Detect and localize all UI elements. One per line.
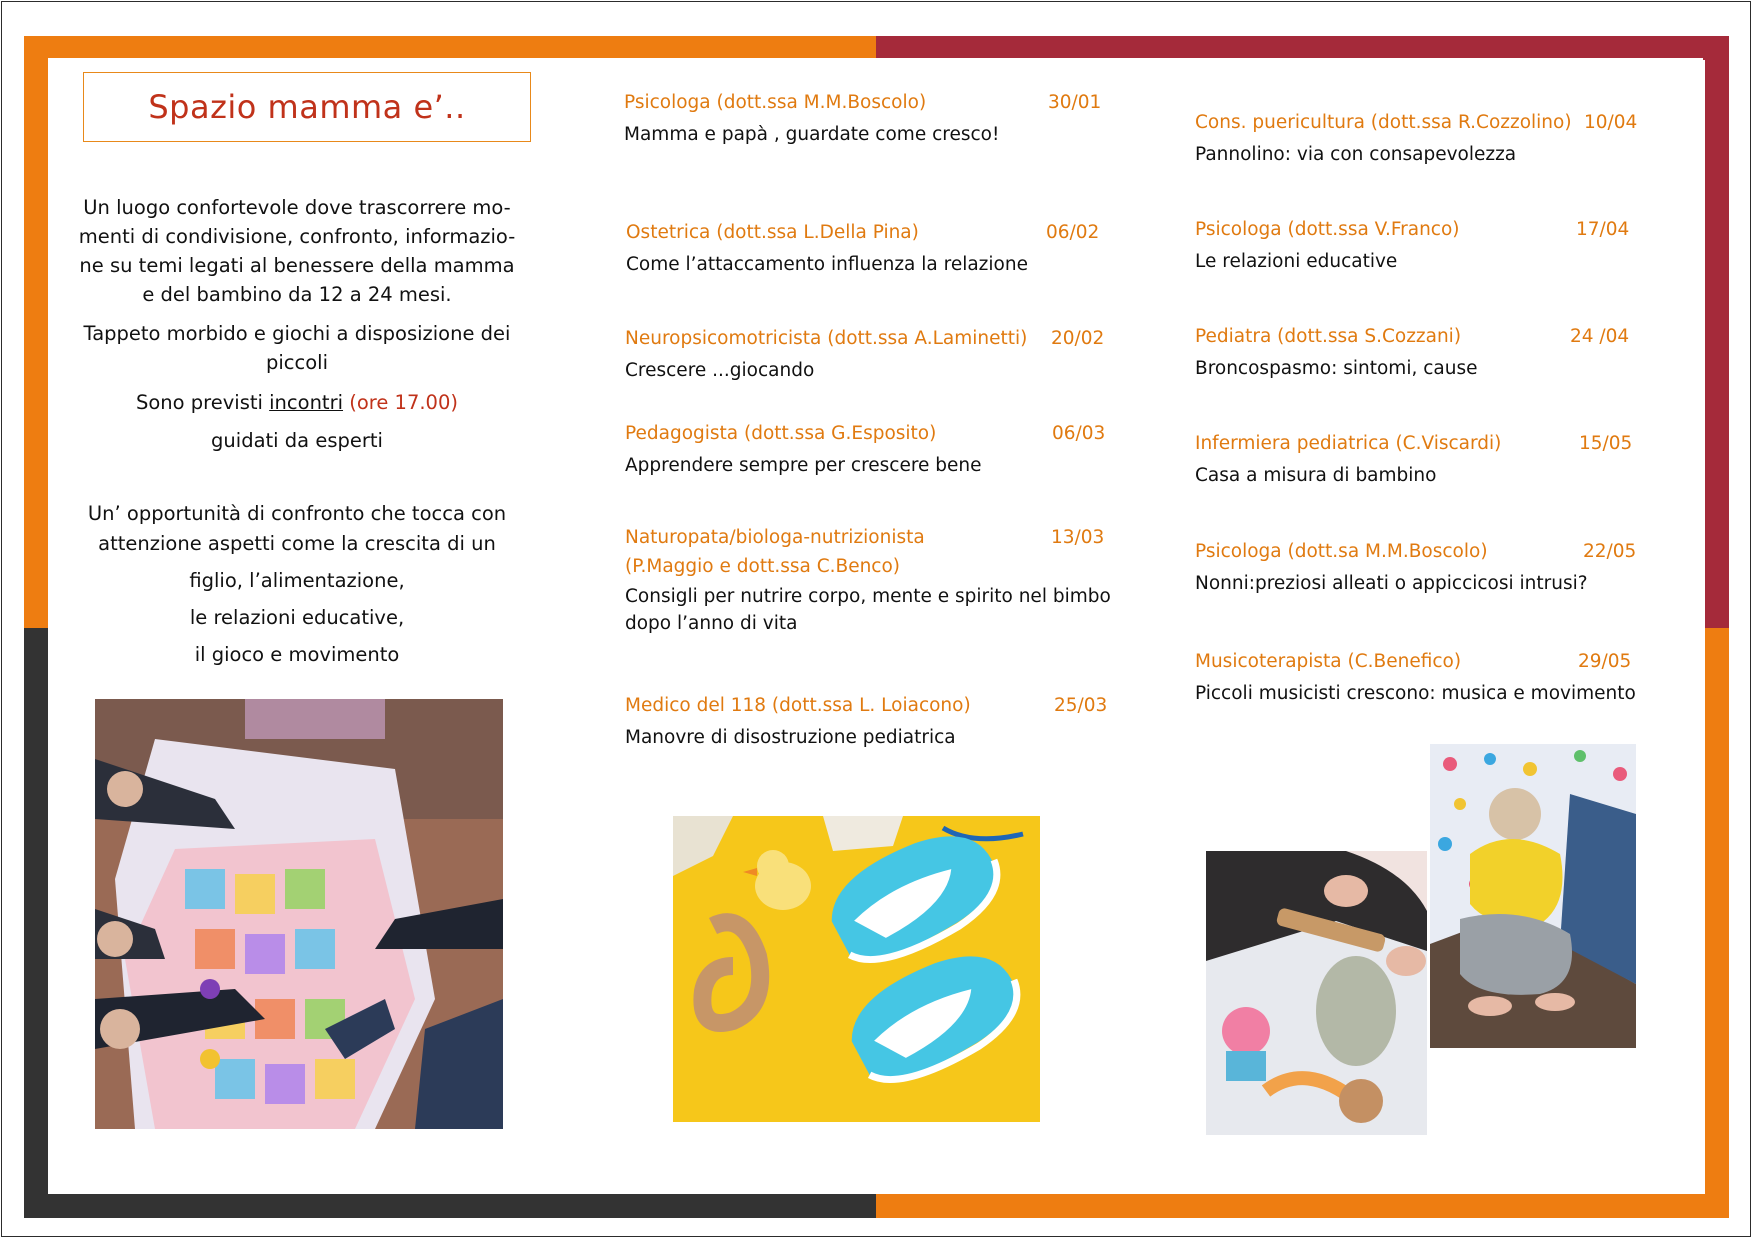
event-role: Pediatra (dott.ssa S.Cozzani)	[1195, 326, 1462, 347]
intro-line: menti di condivisione, confronto, informazio-	[78, 225, 516, 248]
opportunity-line: attenzione aspetti come la crescita di un	[98, 532, 496, 555]
event-item	[625, 527, 1115, 637]
event-item	[1195, 433, 1675, 489]
opportunity-line: figlio, l’alimentazione,	[189, 569, 405, 592]
event-role: Medico del 118 (dott.ssa L. Loiacono)	[625, 695, 971, 716]
photo-playmat-group	[95, 699, 503, 1129]
event-date: 30/01	[1048, 92, 1102, 113]
intro-line: e del bambino da 12 a 24 mesi.	[142, 283, 452, 306]
toys-paragraph	[62, 319, 532, 377]
event-role: Neuropsicomotricista (dott.ssa A.Laminetti)	[625, 328, 1028, 349]
opportunity-paragraph	[62, 499, 532, 670]
event-date: 17/04	[1576, 219, 1630, 240]
photo-child-music	[1206, 851, 1427, 1135]
event-role-secondary: (P.Maggio e dott.ssa C.Benco)	[625, 556, 901, 577]
event-role: Psicologa (dott.sa M.M.Boscolo)	[1195, 541, 1488, 562]
event-item	[1195, 541, 1675, 597]
frame-left-upper-orange	[24, 36, 48, 628]
event-topic: Casa a misura di bambino	[1195, 465, 1437, 486]
event-item	[625, 328, 1115, 384]
frame-bottom-right-orange	[876, 1194, 1729, 1218]
event-role: Psicologa (dott.ssa V.Franco)	[1195, 219, 1460, 240]
event-role: Psicologa (dott.ssa M.M.Boscolo)	[624, 92, 927, 113]
event-role: Infermiera pediatrica (C.Viscardi)	[1195, 433, 1502, 454]
event-topic: Broncospasmo: sintomi, cause	[1195, 358, 1478, 379]
frame-left-lower-charcoal	[24, 628, 48, 1218]
event-topic: Come l’attaccamento influenza la relazione	[626, 254, 1028, 275]
frame-bottom-left-charcoal	[24, 1194, 876, 1218]
meetings-paragraph	[62, 388, 532, 455]
opportunity-line: Un’ opportunità di confronto che tocca con	[87, 502, 507, 525]
intro-line: ne su temi legati al benessere della mamma	[79, 254, 515, 277]
event-item	[1195, 651, 1675, 707]
event-date: 20/02	[1051, 328, 1105, 349]
event-date: 15/05	[1579, 433, 1633, 454]
toys-line: Tappeto morbido e giochi a disposizione dei	[83, 322, 511, 345]
photo-child-yellow-hoodie	[1430, 744, 1636, 1048]
event-date: 22/05	[1583, 541, 1637, 562]
meetings-suffix: guidati da esperti	[211, 429, 383, 452]
event-item	[625, 423, 1115, 479]
meetings-time: (ore 17.00)	[349, 391, 458, 414]
event-role: Cons. puericultura (dott.ssa R.Cozzolino)	[1195, 112, 1572, 133]
frame-right-upper-burgundy	[1705, 36, 1729, 628]
opportunity-line: le relazioni educative,	[189, 606, 405, 629]
event-role: Musicoterapista (C.Benefico)	[1195, 651, 1462, 672]
event-date: 10/04	[1584, 112, 1638, 133]
event-topic: Crescere ...giocando	[625, 360, 815, 381]
frame-right-lower-orange	[1705, 628, 1729, 1218]
event-item	[1195, 219, 1675, 275]
event-topic: Mamma e papà , guardate come cresco!	[624, 124, 1000, 145]
event-date: 06/03	[1052, 423, 1106, 444]
event-item	[626, 222, 1106, 278]
event-role: Naturopata/biologa-nutrizionista	[625, 527, 925, 548]
event-item	[624, 92, 1104, 148]
event-topic: Manovre di disostruzione pediatrica	[625, 727, 956, 748]
event-date: 29/05	[1578, 651, 1632, 672]
event-topic: Le relazioni educative	[1195, 251, 1398, 272]
photo-baby-shoes	[673, 816, 1040, 1122]
event-topic: Consigli per nutrire corpo, mente e spirito nel bimbo dopo l’anno di vita	[625, 586, 1111, 634]
frame-top-left-orange	[24, 36, 876, 60]
toys-line: piccoli	[265, 351, 328, 374]
event-role: Pedagogista (dott.ssa G.Esposito)	[625, 423, 937, 444]
event-date: 13/03	[1051, 527, 1105, 548]
event-role: Ostetrica (dott.ssa L.Della Pina)	[626, 222, 919, 243]
event-topic: Piccoli musicisti crescono: musica e movimento	[1195, 683, 1636, 704]
frame-top-right-burgundy	[876, 36, 1729, 60]
meetings-line	[62, 388, 532, 417]
event-topic: Nonni:preziosi alleati o appiccicosi intrusi?	[1195, 573, 1588, 594]
meetings-link-word: incontri	[269, 391, 344, 414]
event-date: 25/03	[1054, 695, 1108, 716]
page-title: Spazio mamma e’..	[148, 88, 466, 126]
opportunity-line: il gioco e movimento	[194, 643, 400, 666]
event-topic: Apprendere sempre per crescere bene	[625, 455, 982, 476]
event-date: 06/02	[1046, 222, 1100, 243]
event-item	[625, 695, 1115, 751]
meetings-prefix: Sono previsti	[136, 391, 270, 414]
event-item	[1195, 326, 1675, 382]
intro-line: Un luogo confortevole dove trascorrere mo-	[83, 196, 511, 219]
event-date: 24 /04	[1570, 326, 1630, 347]
event-item	[1195, 112, 1675, 168]
intro-paragraph	[62, 193, 532, 309]
title-box	[83, 72, 531, 142]
event-topic: Pannolino: via con consapevolezza	[1195, 144, 1517, 165]
